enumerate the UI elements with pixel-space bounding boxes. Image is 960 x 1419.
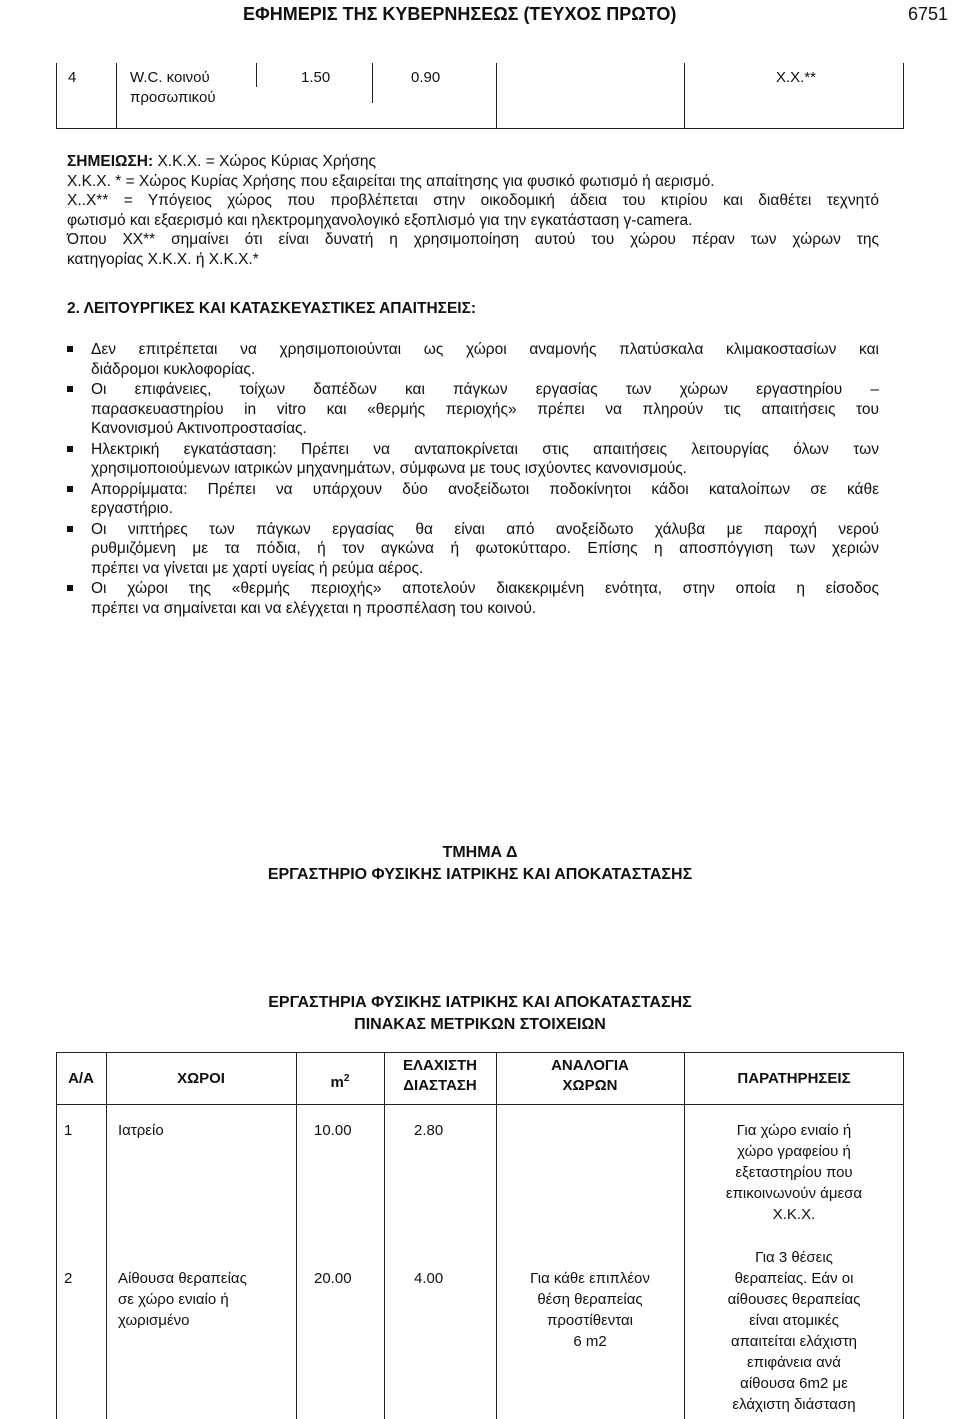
bullet-icon (67, 486, 73, 492)
remarks-line: επιφάνεια ανά (747, 1354, 841, 1371)
remarks-line: είναι ατομικές (749, 1312, 839, 1329)
remarks-line: Για 3 θέσεις (755, 1249, 833, 1266)
table-border (372, 63, 373, 103)
cell-remarks: Χ.Χ.** (776, 69, 817, 86)
list-item (67, 480, 879, 519)
remarks-line: εξεταστηρίου που (735, 1164, 853, 1181)
cell-min-dim: 0.90 (411, 69, 441, 86)
room-line: Αίθουσα θεραπείας (118, 1270, 247, 1287)
remarks-line: επικοινωνούν άμεσα (725, 1185, 863, 1202)
table-border (684, 63, 685, 129)
remarks-line: Χ.Κ.Χ. (772, 1206, 816, 1223)
page-header (0, 4, 960, 28)
table-border (903, 63, 904, 129)
row2-ratio (496, 1268, 684, 1352)
ratio-line: Για κάθε επιπλέον (530, 1270, 650, 1287)
list-item-line: διάδρομοι κυκλοφορίας. (91, 360, 256, 378)
cell-aa: 4 (68, 69, 77, 86)
remarks-line: θεραπείας. Εάν οι (734, 1270, 854, 1287)
table-border (496, 63, 497, 129)
room-line: χωρισμένο (118, 1312, 190, 1329)
list-item (67, 520, 879, 579)
cell-room-line2: προσωπικού (130, 89, 216, 106)
table-border (56, 1052, 904, 1053)
bullet-icon (67, 585, 73, 591)
row2-aa: 2 (64, 1270, 73, 1287)
list-item-line: πρέπει να σημαίνεται και να ελέγχεται η προσπέλαση του κοινού. (91, 599, 537, 617)
list-item-line: παρασκευαστηρίου in vitro και «θερμής περιοχής» πρέπει να πληρούν τις απαιτήσεις του (91, 400, 879, 418)
bullet-icon (67, 386, 73, 392)
section-subtitle: ΕΡΓΑΣΤΗΡΙΟ ΦΥΣΙΚΗΣ ΙΑΤΡΙΚΗΣ ΚΑΙ ΑΠΟΚΑΤΑΣΤΑΣΗΣ (267, 866, 693, 883)
header-min-dim-1: ΕΛΑΧΙΣΤΗ (402, 1057, 477, 1074)
note-label: ΣΗΜΕΙΩΣΗ: (67, 153, 154, 170)
table-border (496, 1052, 497, 1419)
row2-area: 20.00 (314, 1270, 352, 1287)
table-border (56, 1104, 904, 1105)
list-item-line: Ηλεκτρική εγκατάσταση: Πρέπει να ανταποκρίνεται στις απαιτήσεις λειτουργίας όλων των (91, 440, 879, 458)
table-border (106, 1052, 107, 1419)
list-item (67, 440, 879, 479)
remarks-line: αίθουσες θεραπείας (727, 1291, 861, 1308)
row1-room: Ιατρείο (118, 1122, 164, 1139)
list-item (67, 380, 879, 439)
list-item-line: Απορρίμματα: Πρέπει να υπάρχουν δύο ανοξείδωτοι ποδοκίνητοι κάδοι καταλοίπων σε κάθε (91, 480, 879, 498)
row2-min-dim: 4.00 (414, 1270, 444, 1287)
ratio-line: θέση θεραπείας (537, 1291, 643, 1308)
table-border (384, 1052, 385, 1419)
table-border (296, 1052, 297, 1419)
header-area-unit: m (330, 1074, 344, 1091)
row1-remarks (684, 1120, 904, 1225)
row1-aa: 1 (64, 1122, 73, 1139)
table-border (116, 63, 117, 129)
list-item-line: χρησιμοποιούμενων ιατρικών μηχανημάτων, σύμφωνα με τους ισχύοντες κανονισμούς. (91, 460, 687, 477)
row2-room (118, 1268, 247, 1331)
metrics-table (56, 1052, 904, 1419)
section-heading: 2. ΛΕΙΤΟΥΡΓΙΚΕΣ ΚΑΙ ΚΑΤΑΣΚΕΥΑΣΤΙΚΕΣ ΑΠΑΙΤΗΣΕΙΣ: (67, 300, 477, 317)
list-item-line: Οι νιπτήρες των πάγκων εργασίας θα είναι από ανοξείδωτο χάλυβα με παροχή νερού (91, 520, 879, 538)
header-ratio-2: ΧΩΡΩΝ (562, 1077, 618, 1094)
note-line: Χ..Χ** = Υπόγειος χώρος που προβλέπεται στην οικοδομική άδεια του κτιρίου και διαθέτει τεχνητό (67, 192, 879, 209)
note-line: φωτισμό και εξαερισμό και ηλεκτρομηχανολογικό εξοπλισμό για την εγκατάσταση γ-camera. (67, 211, 693, 229)
row2-remarks (684, 1247, 904, 1415)
ratio-line: προστίθενται (547, 1312, 633, 1329)
top-table (56, 63, 904, 129)
notes-block (67, 152, 879, 269)
room-line: σε χώρο ενιαίο ή (118, 1291, 229, 1308)
note-line: κατηγορίας Χ.Κ.Χ. ή Χ.Κ.Χ.* (67, 250, 259, 268)
list-item-line: Οι χώροι της «θερμής περιοχής» αποτελούν διακεκριμένη ενότητα, στην οποία η είσοδος (91, 580, 879, 597)
list-item-line: ρυθμιζόμενη με τα πόδια, ή τον αγκώνα ή φωτοκύτταρο. Επίσης η αποσπόγγιση των χεριών (91, 540, 879, 557)
row1-area: 10.00 (314, 1122, 352, 1139)
header-area (296, 1069, 384, 1092)
list-item-line: πρέπει να γίνεται με χαρτί υγείας ή ρεύμα αέρος. (91, 559, 424, 577)
note-line (67, 152, 879, 172)
table-border (56, 1052, 57, 1419)
cell-area: 1.50 (301, 69, 331, 86)
note-line: Όπου ΧΧ** σημαίνει ότι είναι δυνατή η χρησιμοποίηση αυτού του χώρου πέραν των χώρων της (67, 231, 879, 248)
list-item-line: εργαστήριο. (91, 500, 173, 517)
remarks-line: ελάχιστη διάσταση (732, 1396, 856, 1413)
requirements-list (67, 340, 879, 619)
remarks-line: αίθουσα 6m2 με (740, 1375, 848, 1392)
ratio-line: 6 m2 (573, 1333, 607, 1350)
list-item (67, 340, 879, 379)
list-item (67, 579, 879, 618)
section-title: ΤΜΗΜΑ Δ (442, 844, 518, 861)
page-number: 6751 (907, 4, 948, 24)
table-border (56, 128, 904, 129)
bullet-icon (67, 446, 73, 452)
header-rooms: ΧΩΡΟΙ (177, 1070, 225, 1087)
header-remarks: ΠΑΡΑΤΗΡΗΣΕΙΣ (737, 1070, 851, 1087)
header-ratio-1: ΑΝΑΛΟΓΙΑ (551, 1057, 629, 1074)
remarks-line: χώρο γραφείου ή (737, 1143, 851, 1160)
cell-room-line1: W.C. κοινού (130, 69, 210, 86)
table-border (256, 63, 257, 87)
note-text: Χ.Κ.Χ. = Χώρος Κύριας Χρήσης (153, 153, 376, 170)
remarks-line: Για χώρο ενιαίο ή (736, 1122, 852, 1139)
table-border (56, 63, 57, 129)
list-item-line: Δεν επιτρέπεται να χρησιμοποιούνται ως χώροι αναμονής πλατύσκαλα κλιμακοστασίων και (91, 341, 879, 358)
bullet-icon (67, 346, 73, 352)
table-subtitle: ΠΙΝΑΚΑΣ ΜΕΤΡΙΚΩΝ ΣΤΟΙΧΕΙΩΝ (354, 1016, 606, 1033)
row1-min-dim: 2.80 (414, 1122, 444, 1139)
table-title: ΕΡΓΑΣΤΗΡΙΑ ΦΥΣΙΚΗΣ ΙΑΤΡΙΚΗΣ ΚΑΙ ΑΠΟΚΑΤΑΣΤΑΣΗΣ (268, 994, 692, 1011)
note-line: Χ.Κ.Χ. * = Χώρος Κυρίας Χρήσης που εξαιρείται της απαίτησης για φυσικό φωτισμό ή αερισμό. (67, 172, 715, 190)
header-area-sup: 2 (343, 1073, 350, 1084)
header-aa: Α/Α (68, 1070, 94, 1087)
journal-title: ΕΦΗΜΕΡΙΣ ΤΗΣ ΚΥΒΕΡΝΗΣΕΩΣ (ΤΕΥΧΟΣ ΠΡΩΤΟ) (243, 4, 677, 24)
remarks-line: απαιτείται ελάχιστη (730, 1333, 857, 1350)
bullet-icon (67, 526, 73, 532)
list-item-line: Οι επιφάνειες, τοίχων δαπέδων και πάγκων εργασίας των χώρων εργαστηρίου – (91, 381, 879, 398)
header-min-dim-2: ΔΙΑΣΤΑΣΗ (403, 1077, 477, 1094)
list-item-line: Κανονισμού Ακτινοπροστασίας. (91, 420, 307, 437)
